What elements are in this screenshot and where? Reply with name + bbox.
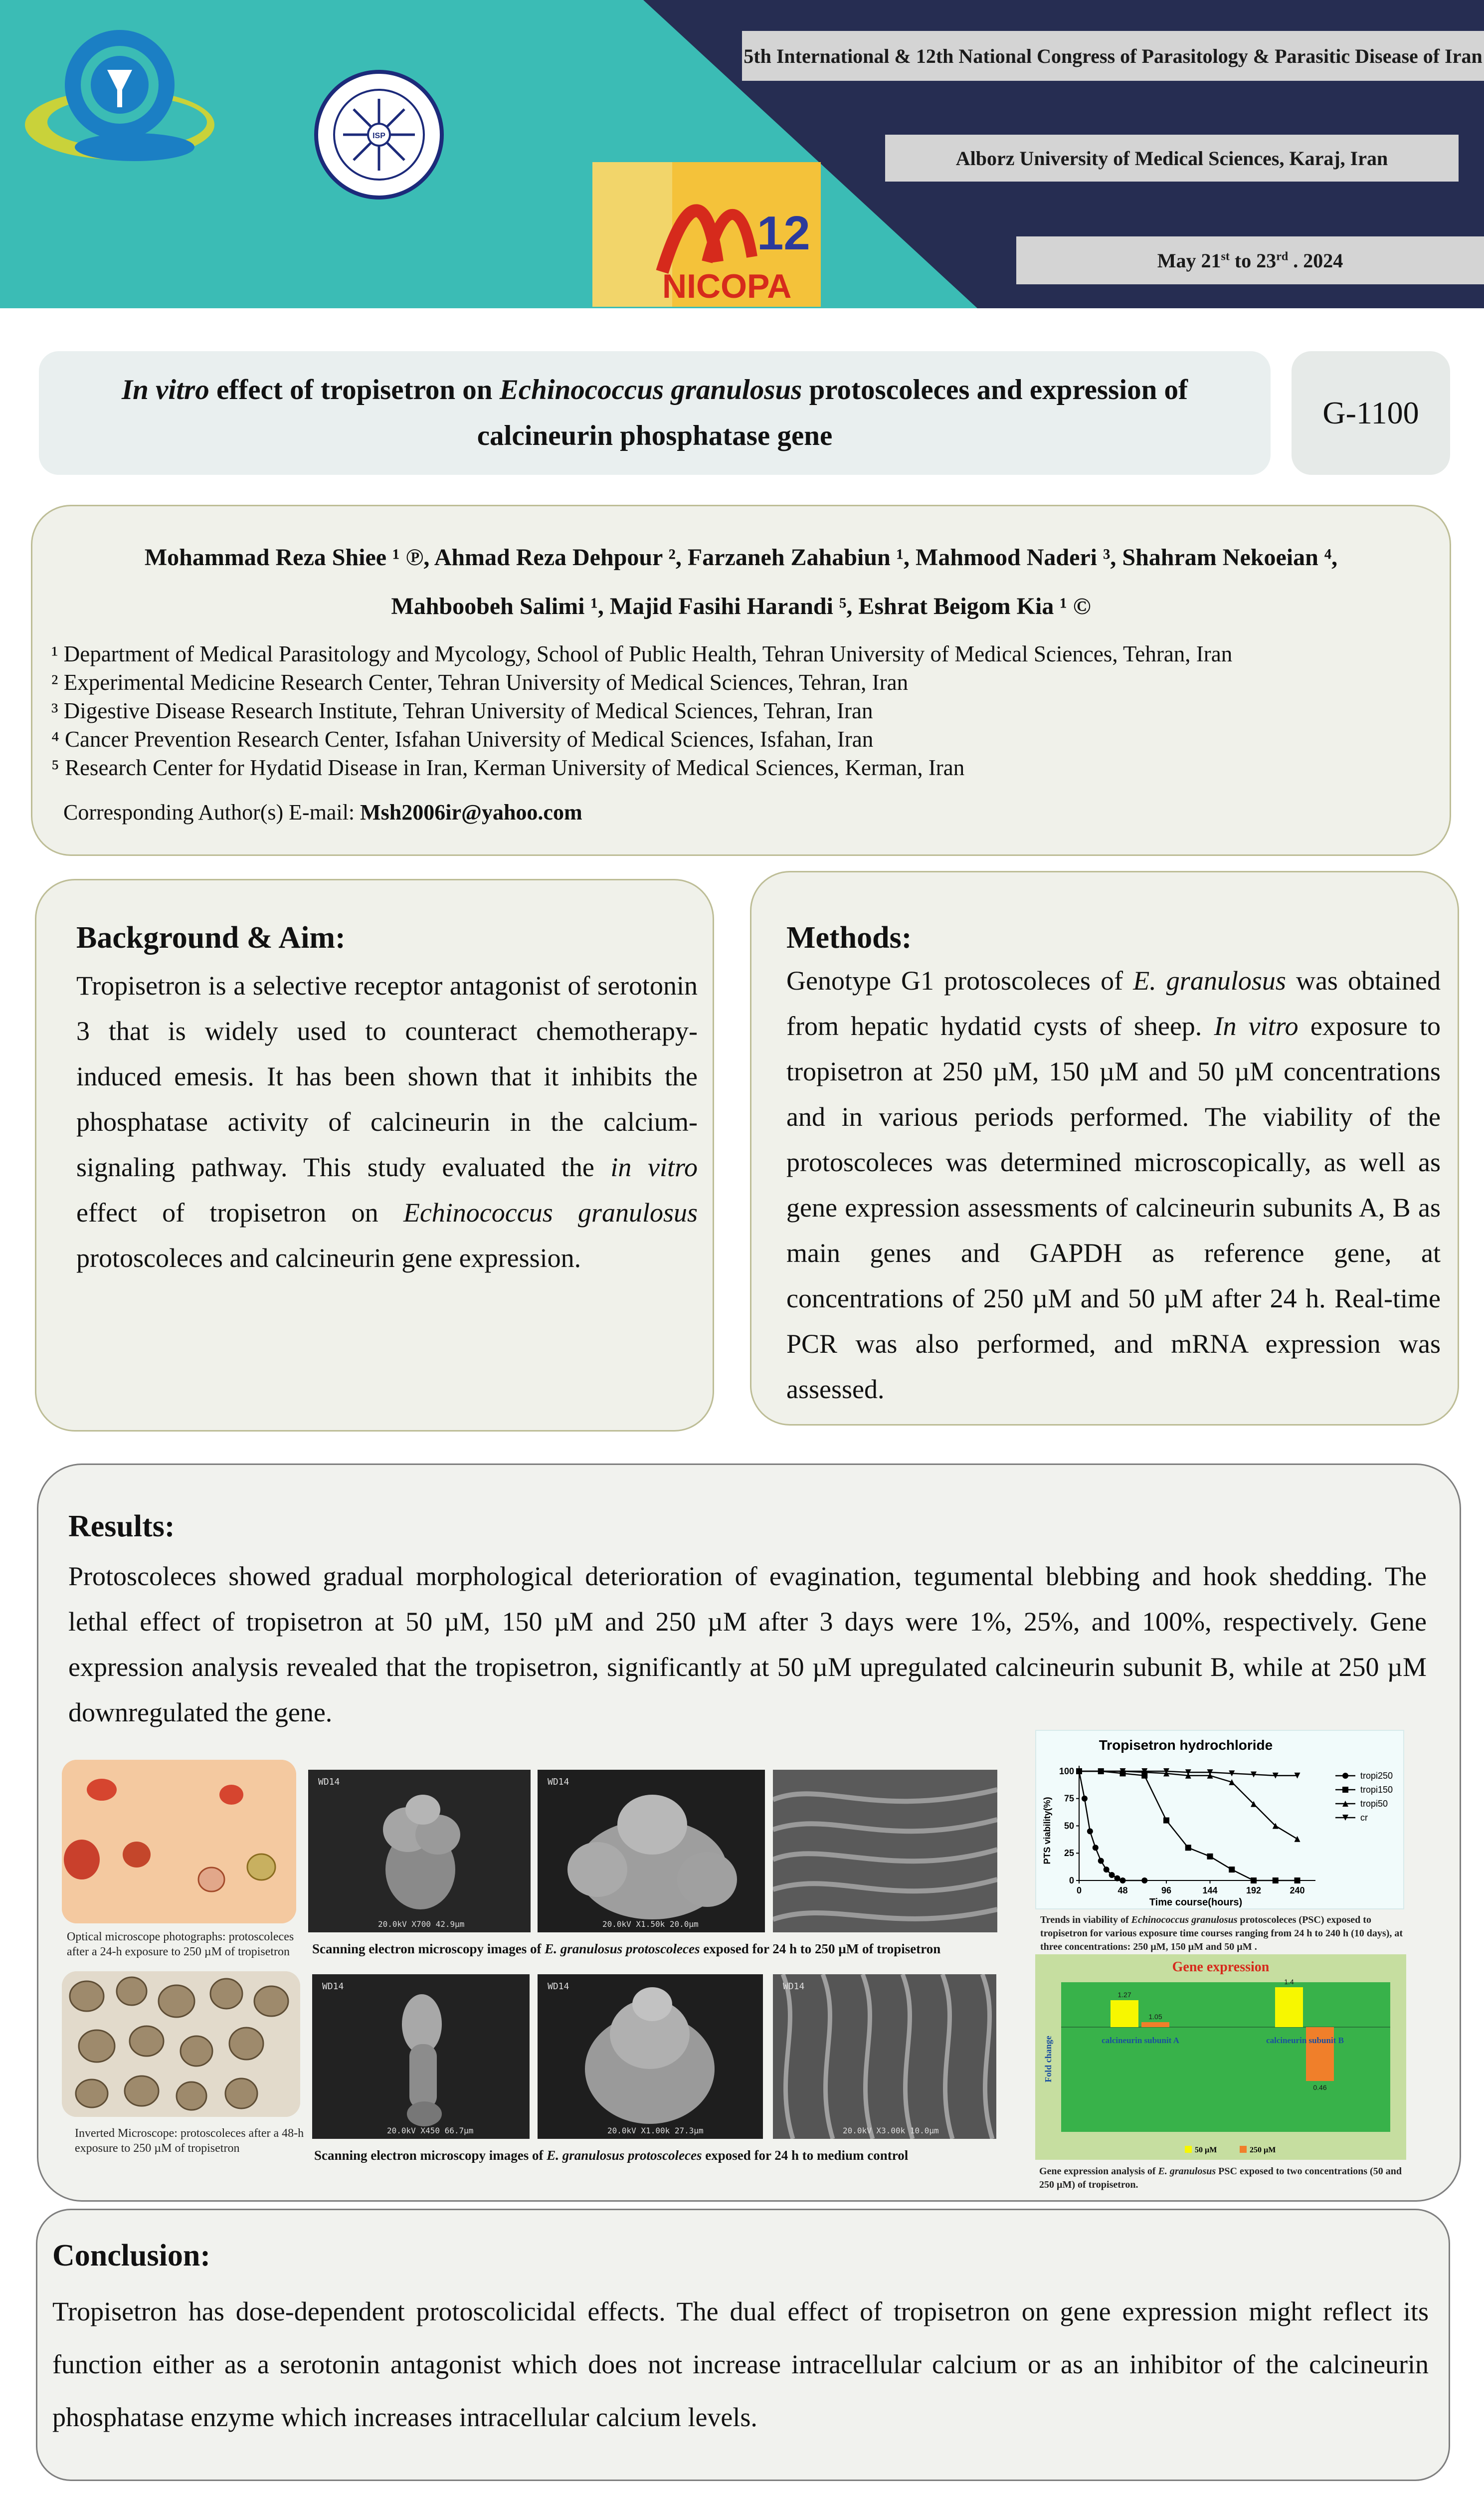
society-logo bbox=[314, 70, 444, 200]
sem-image-4 bbox=[312, 1974, 530, 2139]
gene-bar-label: 1.4 bbox=[1284, 1978, 1294, 1986]
viability-point-tropi250 bbox=[1114, 1875, 1120, 1881]
viability-x-tick-label: 0 bbox=[1076, 1885, 1082, 1895]
gene-bar-50 µM-0 bbox=[1111, 2000, 1138, 2027]
poster-title: In vitro effect of tropisetron on Echinococcus granulosus protoscoleces and expression of calcineurin phosphatase gene bbox=[39, 351, 1271, 475]
conclusion-heading: Conclusion: bbox=[52, 2239, 210, 2273]
author-list bbox=[32, 533, 1450, 631]
viability-point-tropi250 bbox=[1098, 1858, 1104, 1864]
viability-legend-label: tropi50 bbox=[1360, 1799, 1388, 1809]
affiliation-list bbox=[51, 640, 1443, 782]
university-name bbox=[885, 135, 1459, 182]
conclusion-text: Tropisetron has dose-dependent protoscolicidal effects. The dual effect of tropisetron on gene expression might reflect its function either as a serotonin antagonist which does not increase intracellular calcium or as an inhibitor of the calcineurin phosphatase enzyme which increases intracellular calcium levels. bbox=[52, 2296, 1429, 2432]
sem-caption-2: Scanning electron microscopy images of E. granulosus protoscoleces exposed for 24 h to medium control bbox=[314, 2148, 909, 2163]
viability-y-tick-label: 0 bbox=[1069, 1875, 1074, 1885]
gene-legend-label: 50 µM bbox=[1195, 2146, 1217, 2154]
viability-point-tropi150 bbox=[1229, 1867, 1235, 1872]
results-heading: Results: bbox=[68, 1509, 175, 1543]
sem-image-1 bbox=[308, 1770, 531, 1932]
author-line-1: Mohammad Reza Shiee ¹ ℗, Ahmad Reza Dehpour ², Farzaneh Zahabiun ¹, Mahmood Naderi ³, Shahram Nekoeian ⁴, bbox=[144, 544, 1338, 571]
sem-label-4: WD14 bbox=[322, 1981, 344, 1992]
gene-expression-chart-svg bbox=[1035, 1954, 1406, 2160]
viability-chart-ylabel: PTS viability(%) bbox=[1042, 1797, 1052, 1865]
corr-label: Corresponding Author(s) E-mail: bbox=[63, 800, 361, 825]
society-logo-center-text: ISP bbox=[372, 132, 385, 140]
congress-dates bbox=[1016, 236, 1484, 284]
viability-chart-caption: Trends in viability of Echinococcus granulosus protoscoleces (PSC) exposed to tropisetron for various exposure time courses ranging from 24 h to 240 h (10 days), at three concentrations: 250 µM, 150 µM and 50 µM . bbox=[1040, 1914, 1403, 1952]
affiliation-1: ¹ Department of Medical Parasitology and Mycology, School of Public Health, Tehran University of Medical Sciences, Tehran, Iran bbox=[51, 641, 1233, 666]
inverted-caption: Inverted Microscope: protoscoleces after a 48-h exposure to 250 µM of tropisetron bbox=[75, 2127, 304, 2155]
gene-chart-title: Gene expression bbox=[1172, 1959, 1270, 1975]
viability-point-tropi250 bbox=[1109, 1872, 1115, 1878]
poster-code-text: G-1100 bbox=[1322, 395, 1419, 430]
sem-scale-6: 20.0kV X3.00k 10.0µm bbox=[843, 2126, 939, 2135]
viability-y-tick-label: 25 bbox=[1064, 1848, 1074, 1859]
sem-image-3 bbox=[773, 1770, 997, 1932]
viability-x-tick-label: 240 bbox=[1290, 1885, 1305, 1895]
methods-box bbox=[750, 871, 1459, 1426]
gene-category-label: calcineurin subunit A bbox=[1102, 2036, 1179, 2045]
background-box bbox=[35, 879, 714, 1432]
viability-x-tick-label: 48 bbox=[1117, 1885, 1128, 1895]
viability-legend-label: tropi150 bbox=[1360, 1785, 1393, 1795]
corr-email[interactable]: Msh2006ir@yahoo.com bbox=[360, 800, 582, 825]
gene-chart-caption: Gene expression analysis of E. granulosus PSC exposed to two concentrations (50 and 250 µM) of tropisetron. bbox=[1039, 2166, 1402, 2190]
affiliation-4: ⁴ Cancer Prevention Research Center, Isfahan University of Medical Sciences, Isfahan, Iran bbox=[51, 727, 874, 752]
methods-text: Genotype G1 protoscoleces of E. granulosus was obtained from hepatic hydatid cysts of sheep. In vitro exposure to tropisetron at 250 µM, 150 µM and 50 µM concentrations and in various periods performed. The viability of the protoscoleces was determined microscopically, as well as gene expression assessments of calcineurin subunits A, B as main genes and GAPDH as reference gene, at concentrations of 250 µM and 50 µM after 24 h. Real-time PCR was also performed, and mRNA expression was assessed. bbox=[786, 966, 1441, 1404]
viability-point-tropi150 bbox=[1251, 1877, 1257, 1883]
sem-label-2: WD14 bbox=[548, 1777, 569, 1787]
poster-header bbox=[0, 0, 1484, 308]
viability-point-tropi150 bbox=[1295, 1877, 1300, 1883]
nicopa-text: NICOPA bbox=[662, 267, 792, 305]
sem-scale-1: 20.0kV X700 42.9µm bbox=[378, 1919, 465, 1929]
viability-series-line-tropi50 bbox=[1079, 1771, 1298, 1839]
viability-legend-label: cr bbox=[1360, 1813, 1368, 1823]
results-text: Protoscoleces showed gradual morphological deterioration of evagination, tegumental blebbing and hook shedding. The lethal effect of tropisetron at 50 µM, 150 µM and 250 µM after 3 days were 1%, 25%, and 100%, respectively. Gene expression analysis revealed that the tropisetron, significantly at 50 µM upregulated calcineurin subunit B, while at 250 µM downregulated the gene. bbox=[68, 1561, 1427, 1727]
viability-point-tropi250 bbox=[1093, 1845, 1099, 1851]
author-line-2: Mahboobeh Salimi ¹, Majid Fasihi Harandi ⁵, Eshrat Beigom Kia ¹ © bbox=[391, 593, 1091, 620]
viability-x-tick-label: 144 bbox=[1202, 1885, 1218, 1895]
inverted-microscope-photo bbox=[62, 1971, 300, 2117]
viability-x-tick-label: 96 bbox=[1161, 1885, 1172, 1895]
sem-image-6 bbox=[773, 1974, 996, 2139]
viability-point-tropi150 bbox=[1185, 1845, 1191, 1851]
gene-chart-ylabel: Fold change bbox=[1043, 2036, 1053, 2082]
sem-scale-4: 20.0kV X450 66.7µm bbox=[387, 2126, 474, 2135]
sem-label-6: WD14 bbox=[783, 1981, 805, 1992]
gene-category-label: calcineurin subunit B bbox=[1266, 2036, 1344, 2045]
affiliation-3: ³ Digestive Disease Research Institute, Tehran University of Medical Sciences, Tehran, Iran bbox=[51, 698, 873, 723]
conclusion-box bbox=[36, 2209, 1450, 2481]
viability-series-line-tropi150 bbox=[1079, 1771, 1298, 1880]
poster-code bbox=[1292, 351, 1450, 475]
gene-bar-label: 0.46 bbox=[1313, 2083, 1327, 2091]
affiliation-5: ⁵ Research Center for Hydatid Disease in Iran, Kerman University of Medical Sciences, Kerman, Iran bbox=[51, 755, 965, 780]
gene-legend-label: 250 µM bbox=[1250, 2146, 1276, 2154]
university-text: Alborz University of Medical Sciences, Karaj, Iran bbox=[955, 147, 1388, 170]
viability-point-tropi250 bbox=[1082, 1796, 1088, 1802]
background-heading: Background & Aim: bbox=[76, 921, 346, 955]
congress-title bbox=[742, 31, 1484, 81]
viability-point-tropi250 bbox=[1104, 1867, 1110, 1872]
viability-point-tropi250 bbox=[1141, 1877, 1147, 1883]
congress-text: 5th International & 12th National Congress of Parasitology & Parasitic Disease of Iran bbox=[743, 44, 1483, 67]
university-logo bbox=[20, 15, 229, 180]
sem-label-1: WD14 bbox=[318, 1777, 340, 1787]
viability-legend-marker bbox=[1342, 1787, 1348, 1793]
sem-caption-1: Scanning electron microscopy images of E. granulosus protoscoleces exposed for 24 h to 250 µM of tropisetron bbox=[312, 1941, 941, 1956]
nicopa-logo bbox=[592, 162, 821, 307]
sem-scale-2: 20.0kV X1.50k 20.0µm bbox=[602, 1919, 699, 1929]
viability-x-tick-label: 192 bbox=[1246, 1885, 1262, 1895]
gene-bar-250 µM-0 bbox=[1141, 2022, 1169, 2027]
gene-legend-swatch bbox=[1240, 2146, 1247, 2153]
viability-point-tropi250 bbox=[1087, 1828, 1093, 1834]
viability-point-tropi150 bbox=[1273, 1877, 1279, 1883]
viability-legend-label: tropi250 bbox=[1360, 1771, 1393, 1781]
gene-bar-50 µM-1 bbox=[1275, 1987, 1303, 2027]
viability-y-tick-label: 75 bbox=[1064, 1793, 1074, 1804]
authors-box bbox=[31, 505, 1451, 856]
gene-bar-label: 1.27 bbox=[1117, 1991, 1131, 1999]
gene-expression-chart bbox=[1035, 1954, 1406, 2160]
viability-series-line-tropi250 bbox=[1079, 1771, 1144, 1880]
gene-legend-swatch bbox=[1185, 2146, 1192, 2153]
sem-label-5: WD14 bbox=[548, 1981, 569, 1992]
viability-point-tropi150 bbox=[1207, 1854, 1213, 1860]
methods-heading: Methods: bbox=[786, 921, 912, 955]
viability-point-tropi150 bbox=[1163, 1818, 1169, 1824]
viability-chart-xlabel: Time course(hours) bbox=[1149, 1897, 1243, 1908]
corresponding-author bbox=[63, 800, 582, 825]
viability-chart-svg bbox=[1036, 1731, 1405, 1910]
gene-bar-label: 1.05 bbox=[1148, 2013, 1162, 2021]
affiliation-2: ² Experimental Medicine Research Center, Tehran University of Medical Sciences, Tehran, Iran bbox=[51, 670, 909, 695]
nicopa-number: 12 bbox=[757, 207, 810, 260]
viability-chart-title: Tropisetron hydrochloride bbox=[1099, 1737, 1273, 1753]
viability-y-tick-label: 100 bbox=[1059, 1766, 1074, 1776]
sem-image-5 bbox=[538, 1974, 763, 2139]
optical-microscope-photo bbox=[62, 1760, 296, 1923]
viability-point-tropi50 bbox=[1295, 1836, 1300, 1842]
viability-point-tropi250 bbox=[1120, 1877, 1126, 1883]
background-text: Tropisetron is a selective receptor antagonist of serotonin 3 that is widely used to counteract chemotherapy-induced emesis. It has been shown that it inhibits the phosphatase activity of calcineurin in the calcium-signaling pathway. This study evaluated the in vitro effect of tropisetron on Echinococcus granulosus protoscoleces and calcineurin gene expression. bbox=[76, 971, 698, 1273]
dates-text: May 21st to 23rd . 2024 bbox=[1157, 249, 1343, 272]
sem-image-2 bbox=[538, 1770, 765, 1932]
viability-y-tick-label: 50 bbox=[1064, 1821, 1074, 1831]
viability-legend-marker bbox=[1342, 1773, 1348, 1779]
sem-scale-5: 20.0kV X1.00k 27.3µm bbox=[607, 2126, 704, 2135]
viability-chart bbox=[1035, 1730, 1404, 1909]
optical-caption: Optical microscope photographs: protoscoleces after a 24-h exposure to 250 µM of tropisetron bbox=[67, 1930, 294, 1958]
